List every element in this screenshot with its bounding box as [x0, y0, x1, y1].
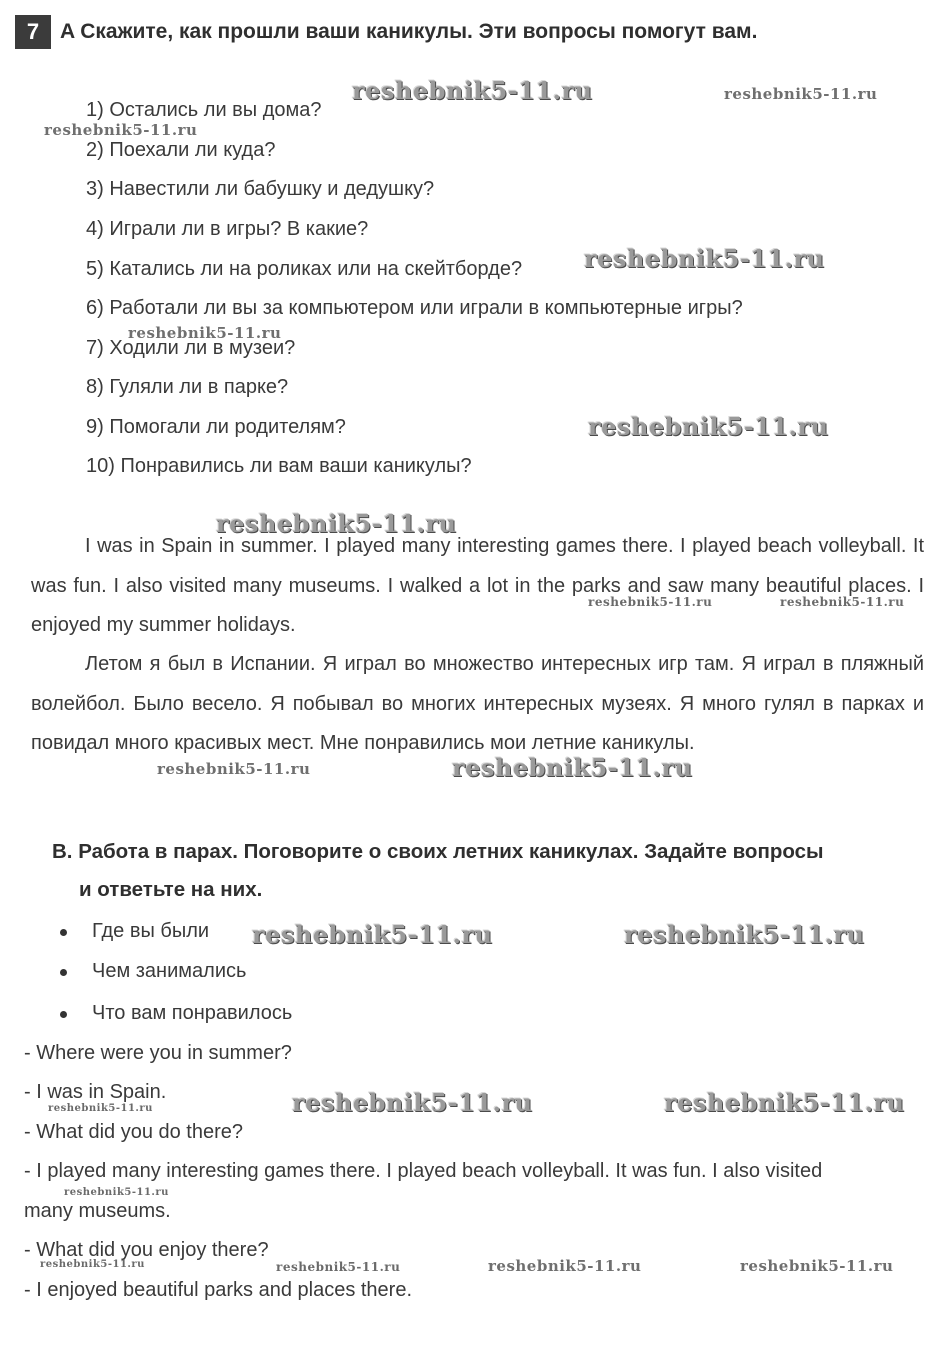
watermark: reshebnik5-11.ru — [624, 920, 865, 949]
bullet-icon — [60, 969, 67, 976]
watermark: reshebnik5-11.ru — [488, 1257, 642, 1275]
question-1: 1) Остались ли вы дома? — [86, 99, 322, 121]
answer-russian-text: Летом я был в Испании. Я играл во множество интересных игр там. Я играл в пляжный волейбол. Было весело. Я побывал во многих интересных музеях. Я много гулял в парках и повидал много красивых мест. Мне понравились мои летние каникулы. — [31, 653, 924, 754]
answer-english-paragraph — [31, 527, 924, 646]
section-b-heading-line1: B. Работа в парах. Поговорите о своих летних каникулах. Задайте вопросы — [52, 840, 824, 863]
watermark: reshebnik5-11.ru — [64, 1187, 169, 1198]
dialogue-line-3: - What did you do there? — [24, 1121, 244, 1143]
question-7: 7) Ходили ли в музеи? — [86, 337, 296, 359]
section-a-heading: A Скажите, как прошли ваши каникулы. Эти вопросы помогут вам. — [60, 20, 758, 43]
watermark: reshebnik5-11.ru — [584, 244, 825, 273]
question-3: 3) Навестили ли бабушку и дедушку? — [86, 178, 435, 200]
watermark: reshebnik5-11.ru — [724, 85, 878, 103]
watermark: reshebnik5-11.ru — [452, 753, 693, 782]
question-10: 10) Понравились ли вам ваши каникулы? — [86, 455, 472, 477]
dialogue-line-1: - Where were you in summer? — [24, 1042, 292, 1064]
watermark: reshebnik5-11.ru — [588, 595, 713, 609]
watermark: reshebnik5-11.ru — [276, 1260, 401, 1274]
watermark: reshebnik5-11.ru — [780, 595, 905, 609]
answer-english-text: I was in Spain in summer. I played many interesting games there. I played beach volleyball. It was fun. I also visited many museums. I walked a lot in the parks and saw many beautiful places. I enjoyed my summer holidays. — [31, 535, 924, 636]
watermark: reshebnik5-11.ru — [48, 1103, 153, 1114]
bullet-icon — [60, 1011, 67, 1018]
bullet-item-2: Чем занимались — [92, 960, 247, 982]
bullet-item-3: Что вам понравилось — [92, 1002, 293, 1024]
dialogue-line-2: - I was in Spain. — [24, 1081, 167, 1103]
watermark: reshebnik5-11.ru — [157, 760, 311, 778]
question-5: 5) Катались ли на роликах или на скейтборде? — [86, 258, 523, 280]
question-6: 6) Работали ли вы за компьютером или играли в компьютерные игры? — [86, 297, 743, 319]
dialogue-line-6: - What did you enjoy there? — [24, 1239, 269, 1261]
question-8: 8) Гуляли ли в парке? — [86, 376, 289, 398]
watermark: reshebnik5-11.ru — [40, 1259, 145, 1270]
watermark: reshebnik5-11.ru — [128, 324, 282, 342]
dialogue-line-5: many museums. — [24, 1200, 171, 1222]
watermark: reshebnik5-11.ru — [352, 76, 593, 105]
answer-russian-paragraph — [31, 645, 924, 764]
watermark: reshebnik5-11.ru — [740, 1257, 894, 1275]
watermark: reshebnik5-11.ru — [588, 412, 829, 441]
watermark: reshebnik5-11.ru — [44, 121, 198, 139]
question-9: 9) Помогали ли родителям? — [86, 416, 346, 438]
bullet-item-1: Где вы были — [92, 920, 210, 942]
question-4: 4) Играли ли в игры? В какие? — [86, 218, 369, 240]
dialogue-line-7: - I enjoyed beautiful parks and places there. — [24, 1279, 413, 1301]
section-b-heading-line2: и ответьте на них. — [79, 878, 263, 901]
question-2: 2) Поехали ли куда? — [86, 139, 276, 161]
dialogue-line-4: - I played many interesting games there. I played beach volleyball. It was fun. I also visited — [24, 1160, 823, 1182]
watermark: reshebnik5-11.ru — [664, 1088, 905, 1117]
watermark: reshebnik5-11.ru — [252, 920, 493, 949]
bullet-icon — [60, 929, 67, 936]
watermark: reshebnik5-11.ru — [216, 509, 457, 538]
exercise-number-badge: 7 — [15, 15, 51, 49]
watermark: reshebnik5-11.ru — [292, 1088, 533, 1117]
